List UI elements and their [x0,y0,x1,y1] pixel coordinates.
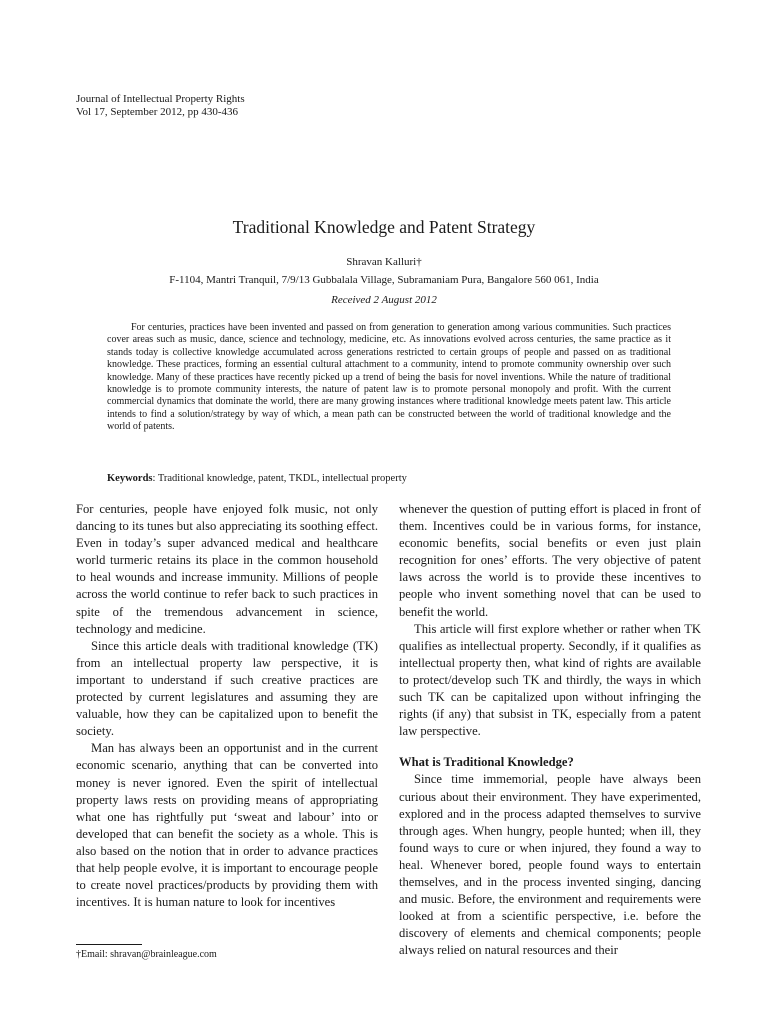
journal-issue: Vol 17, September 2012, pp 430-436 [76,106,239,118]
keywords-text: : Traditional knowledge, patent, TKDL, intellectual property [152,473,407,484]
journal-name: Journal of Intellectual Property Rights [76,93,245,105]
keywords-label: Keywords [107,473,153,484]
article-title: Traditional Knowledge and Patent Strategy [232,217,536,237]
author-affiliation: F-1104, Mantri Tranquil, 7/9/13 Gubbalala Village, Subramaniam Pura, Bangalore 560 061, India [169,274,599,286]
right-column [399,501,701,959]
author-name: Shravan Kalluri† [346,256,422,268]
footnote-rule [76,944,142,945]
body-paragraph: whenever the question of putting effort is placed in front of them. Incentives could be in various forms, for instance, economic benefits, social benefits or even just plain recognition for ones’ efforts. The very objective of patent laws across the world is to provide these incentives to people who invent something novel that can be used to benefit the world. [399,502,701,619]
body-paragraph: Since this article deals with traditional knowledge (TK) from an intellectual property law perspective, it is important to understand if such creative practices are protected by current legislatures and assuming they are valuable, how they can be capitalized upon to benefit the society. [76,638,378,739]
body-paragraph: Since time immemorial, people have always been curious about their environment. They have experimented, explored and in the process adapted themselves to survive through ages. When hungry, people hunted; when ill, they found ways to cure or when injured, they found a way to heal. Whenever bored, people found ways to entertain themselves, and in the process invented singing, dancing and music. Before, the environment and requirements were looked at from a scientific perspective, i.e. before the discovery of elements and chemical components; people always relied on natural resources and their [399,772,701,958]
body-paragraph: This article will first explore whether or rather when TK qualifies as intellectual property. Secondly, if it qualifies as intellectual property then, what kind of rights are available to protect/develop such TK and thirdly, the ways in which such TK can be capitalized upon without infringing the rights (if any) that subsist in TK, especially from a patent law perspective. [399,621,701,739]
received-date: Received 2 August 2012 [331,294,437,306]
section-heading: What is Traditional Knowledge? [399,755,574,770]
abstract: For centuries, practices have been invented and passed on from generation to generation among various communities. Such practices cover areas such as music, dance, science and technology, medicine, etc. As innovations evolved across centuries, the same practice as it stands today is collective knowledge accumulated across generations restricted to certain groups of people and passed on as traditional knowledge. These practices, forming an essential cultural attachment to a community, intend to promote community ownership over such knowledge. Many of these practices have recently picked up a trend of being the basis for novel inventions. While the nature of traditional knowledge is to promote community interests, the nature of patent law is to promote personal monopoly and profit. With the current commercial dynamics that dominate the world, there are many growing instances where traditional knowledge meets patent law. This article intends to find a solution/strategy by way of which, a mean path can be constructed between the world of traditional knowledge and the world of patents. [107,322,671,433]
journal-header [76,93,245,119]
footnote-email: †Email: shravan@brainleague.com [76,949,217,960]
body-paragraph: Man has always been an opportunist and in the current economic scenario, anything that can be converted into money is never ignored. Even the spirit of intellectual property laws rests on providing means of appropriating what one has rightfully put ‘sweat and labour’ into or developed that can benefit the society as a whole. This is also based on the notion that in order to advance practices that help people evolve, it is important to encourage people to create novel practices/products by providing them with incentives. It is human nature to look for incentives [76,741,378,910]
keywords [107,473,407,484]
body-paragraph: For centuries, people have enjoyed folk music, not only dancing to its tunes but also appreciating its soothing effect. Even in today’s super advanced medical and healthcare world turmeric retains its place in the common household to heal wounds and increase immunity. Millions of people across the world continue to refer back to such practices in spite of the tremendous advancement in science, technology and medicine. [76,502,378,636]
left-column [76,501,378,911]
